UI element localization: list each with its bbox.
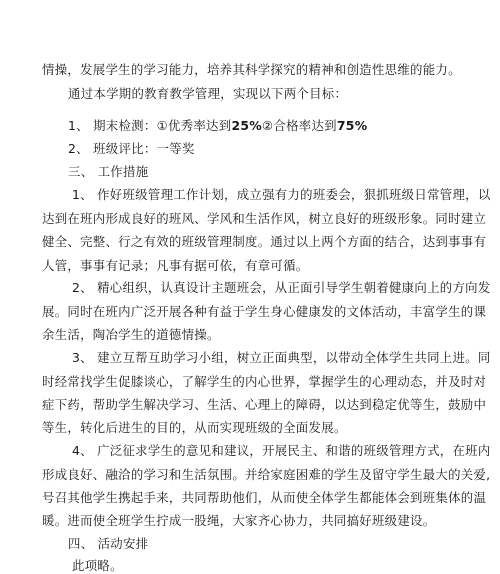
section-heading: 三、 工作措施 (68, 164, 149, 179)
body-text-line: 此项略。 (72, 558, 123, 573)
body-text-line: 余生活，陶冶学生的道德情操。 (42, 327, 220, 342)
body-text-line: 等生，转化后进生的目的，从而实现班级的全面发展。 (42, 420, 347, 435)
body-text-line: 健全、完整、行之有效的班级管理制度。通过以上两个方面的结合，达到事事有 (42, 234, 487, 249)
goal-exam-label: 1、 期末检测：①优秀率达到 (68, 118, 232, 133)
section-heading: 四、 活动安排 (68, 536, 149, 551)
body-text-line: 症下药，帮助学生解决学习、生活、心理上的障碍，以达到稳定优等生，鼓励中 (42, 397, 487, 412)
body-text-line: 时经常找学生促膝谈心，了解学生的内心世界，掌握学生的心理动态，并及时对 (42, 374, 487, 389)
body-text-line: 通过本学期的教育教学管理，实现以下两个目标： (68, 86, 348, 101)
body-text-line: 2、 精心组织，认真设计主题班会，从正面引导学生朝着健康向上的方向发 (72, 280, 491, 295)
body-text-line: 人管，事事有记录；凡事有据可依，有章可循。 (42, 258, 309, 273)
body-text-line: 情操，发展学生的学习能力，培养其科学探究的精神和创造性思维的能力。 (42, 62, 461, 77)
body-text-line: 形成良好、融洽的学习和生活氛围。并给家庭困难的学生及留守学生最大的关爱, (42, 467, 491, 482)
body-text-line: 达到在班内形成良好的班风、学风和生活作风，树立良好的班级形象。同时建立 (42, 211, 487, 226)
body-text-line: 展。同时在班内广泛开展各种有益于学生身心健康发的文体活动，丰富学生的课 (42, 304, 487, 319)
body-text-line: 号召其他学生携起手来，共同帮助他们，从而使全体学生都能体会到班集体的温 (42, 490, 487, 505)
goal-line-class-rating: 2、 班级评比：一等奖 (68, 141, 195, 156)
goal-exam-pass-label: ②合格率达到 (262, 118, 337, 133)
excellent-rate-value: 25% (231, 118, 262, 133)
body-text-line: 4、 广泛征求学生的意见和建议，开展民主、和谐的班级管理方式，在班内 (72, 443, 491, 458)
body-text-line: 暖。进而使全班学生拧成一股绳，大家齐心协力，共同搞好班级建设。 (42, 513, 436, 528)
body-text-line: 1、 作好班级管理工作计划，成立强有力的班委会，狠抓班级日常管理，以 (72, 187, 491, 202)
body-text-line: 3、 建立互帮互助学习小组，树立正面典型，以带动全体学生共同上进。同 (72, 350, 491, 365)
goal-line-exam (68, 118, 500, 134)
pass-rate-value: 75% (336, 118, 368, 133)
